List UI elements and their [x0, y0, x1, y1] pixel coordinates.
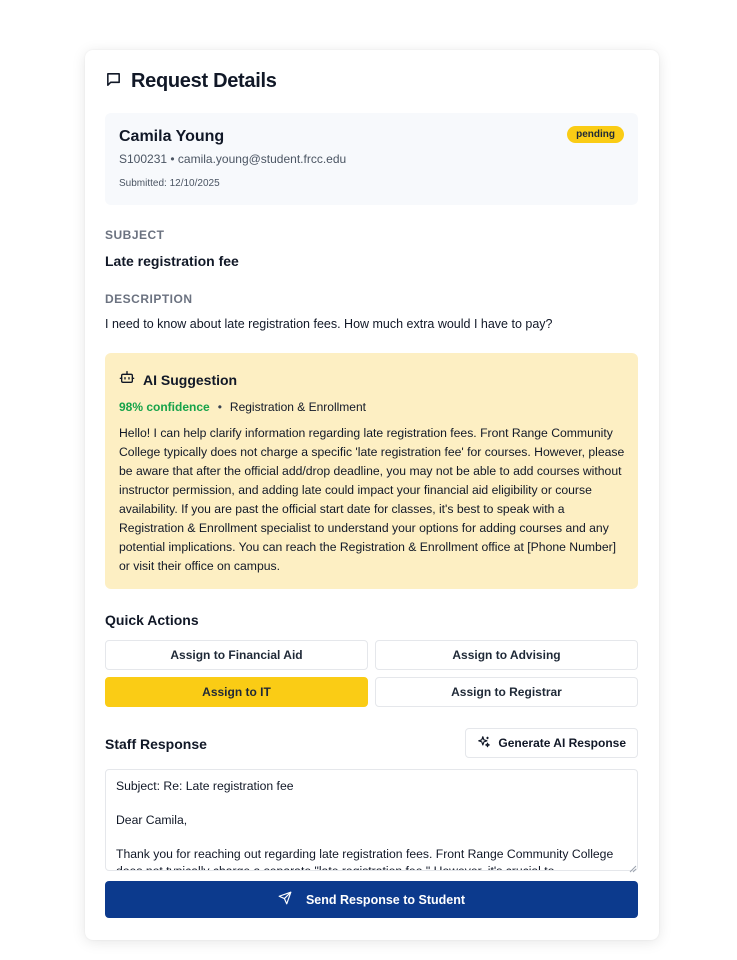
assign-it-button[interactable]: Assign to IT [105, 677, 368, 707]
confidence-score: 98% confidence [119, 400, 210, 414]
ai-suggestion-title: AI Suggestion [143, 371, 238, 388]
message-square-icon [105, 71, 122, 93]
staff-response-textarea[interactable] [105, 769, 638, 871]
submitted-date: Submitted: 12/10/2025 [119, 178, 220, 189]
bot-icon [119, 369, 135, 390]
ai-suggestion-text: Hello! I can help clarify information regarding late registration fees. Front Range Community College typically does not charge a specific 'late registration fee' for courses. However, please be aware that after the official add/drop deadline, you may not be able to add courses without instructor permission, and adding late could impact your financial aid eligibility or course availability. If you are past the official start date for classes, it's best to speak with a Registration & Enrollment specialist to understand your options for adding courses and any potential implications. You can reach the Registration & Enrollment office at [Phone Number] or visit their office on campus. [119, 426, 625, 573]
student-meta: S100231 • camila.young@student.frcc.edu [119, 152, 347, 166]
ai-suggestion-header [119, 369, 237, 390]
header [105, 70, 277, 93]
resize-handle-icon[interactable] [629, 860, 637, 868]
ai-suggestion-box [105, 353, 638, 589]
ai-meta [119, 400, 366, 414]
description-label: DESCRIPTION [105, 292, 193, 306]
send-icon [278, 891, 292, 908]
description-value: I need to know about late registration fees. How much extra would I have to pay? [105, 317, 553, 331]
generate-ai-response-label: Generate AI Response [498, 736, 626, 750]
sparkles-icon [477, 735, 491, 752]
assign-advising-button[interactable]: Assign to Advising [375, 640, 638, 670]
request-details-card [85, 50, 659, 940]
student-info-box [105, 113, 638, 205]
category-label: Registration & Enrollment [229, 400, 366, 414]
subject-label: SUBJECT [105, 228, 165, 242]
assign-financial-aid-button[interactable]: Assign to Financial Aid [105, 640, 368, 670]
status-badge: pending [567, 126, 624, 143]
meta-separator: • [217, 400, 222, 414]
student-name: Camila Young [119, 128, 225, 145]
staff-response-title: Staff Response [105, 736, 207, 752]
send-response-label: Send Response to Student [305, 892, 466, 907]
send-response-button[interactable] [105, 881, 638, 918]
page-title: Request Details [131, 70, 277, 92]
quick-actions-title: Quick Actions [105, 612, 199, 628]
generate-ai-response-button[interactable] [465, 728, 638, 758]
assign-registrar-button[interactable]: Assign to Registrar [375, 677, 638, 707]
subject-value: Late registration fee [105, 253, 239, 269]
